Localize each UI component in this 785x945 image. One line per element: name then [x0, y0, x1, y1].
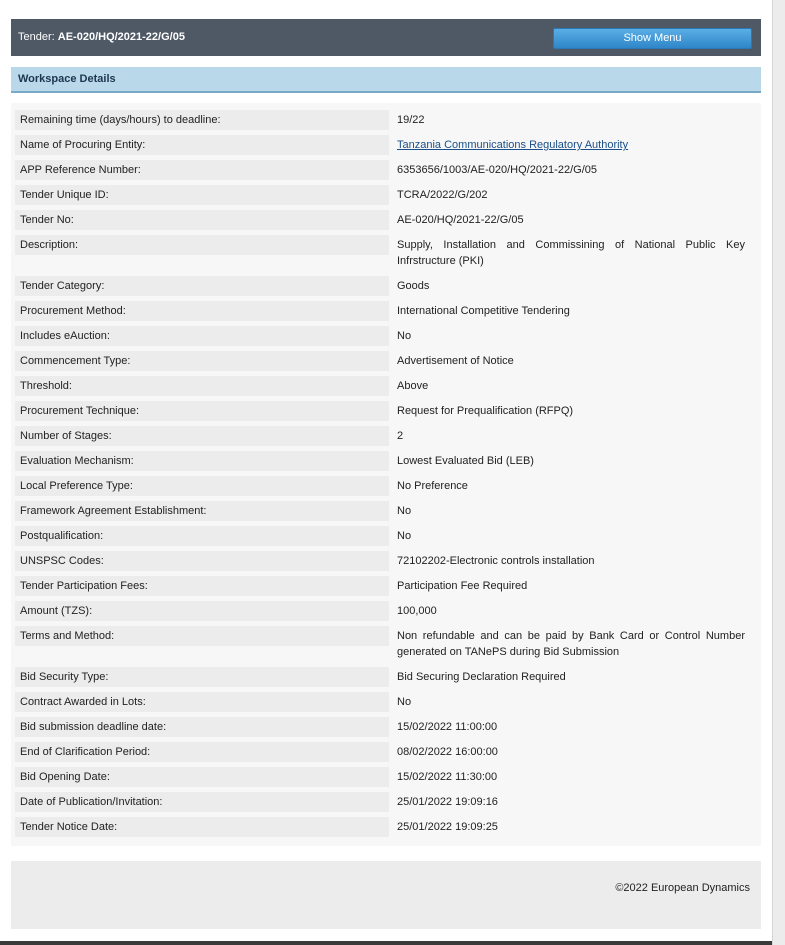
vertical-scrollbar[interactable]: [772, 0, 785, 945]
details-table: [11, 103, 761, 846]
detail-value: 72102202-Electronic controls installation: [397, 555, 595, 567]
detail-value: 25/01/2022 19:09:16: [397, 796, 498, 808]
detail-value: Lowest Evaluated Bid (LEB): [397, 455, 534, 467]
detail-label: Name of Procuring Entity:: [15, 135, 389, 155]
detail-value: No Preference: [397, 480, 468, 492]
detail-value: No: [397, 330, 412, 342]
detail-label: UNSPSC Codes:: [15, 551, 389, 571]
detail-value: 15/02/2022 11:00:00: [397, 721, 498, 733]
detail-label: Procurement Method:: [15, 301, 389, 321]
detail-label: End of Clarification Period:: [15, 742, 389, 762]
detail-label: APP Reference Number:: [15, 160, 389, 180]
page-footer: [11, 861, 761, 929]
detail-value: Goods: [397, 280, 430, 292]
detail-value: No: [397, 696, 412, 708]
detail-value: Bid Securing Declaration Required: [397, 671, 566, 683]
detail-value: TCRA/2022/G/202: [397, 189, 488, 201]
detail-label: Threshold:: [15, 376, 389, 396]
detail-label: Amount (TZS):: [15, 601, 389, 621]
detail-label: Terms and Method:: [15, 626, 389, 646]
tender-reference: AE-020/HQ/2021-22/G/05: [57, 31, 185, 43]
detail-value: Advertisement of Notice: [397, 355, 514, 367]
detail-value: 25/01/2022 19:09:25: [397, 821, 498, 833]
detail-label: Includes eAuction:: [15, 326, 389, 346]
detail-label: Bid Security Type:: [15, 667, 389, 687]
tender-title: [18, 31, 185, 43]
detail-label: Tender Participation Fees:: [15, 576, 389, 596]
detail-label: Commencement Type:: [15, 351, 389, 371]
detail-value: No: [397, 530, 412, 542]
detail-label: Postqualification:: [15, 526, 389, 546]
detail-label: Remaining time (days/hours) to deadline:: [15, 110, 389, 130]
detail-label: Bid Opening Date:: [15, 767, 389, 787]
detail-label: Local Preference Type:: [15, 476, 389, 496]
detail-value: Supply, Installation and Commissining of National Public Key Infrstructure (PKI): [397, 239, 745, 267]
detail-label: Bid submission deadline date:: [15, 717, 389, 737]
detail-label: Tender Notice Date:: [15, 817, 389, 837]
detail-value: 08/02/2022 16:00:00: [397, 746, 498, 758]
detail-value: AE-020/HQ/2021-22/G/05: [397, 214, 524, 226]
detail-label: Date of Publication/Invitation:: [15, 792, 389, 812]
detail-value: 6353656/1003/AE-020/HQ/2021-22/G/05: [397, 164, 597, 176]
detail-value: 2: [397, 430, 404, 442]
detail-value: Participation Fee Required: [397, 580, 528, 592]
detail-value: 19/22: [397, 114, 425, 126]
detail-value: Request for Prequalification (RFPQ): [397, 405, 574, 417]
detail-value: [393, 133, 745, 153]
detail-label: Tender Unique ID:: [15, 185, 389, 205]
detail-label: Contract Awarded in Lots:: [15, 692, 389, 712]
detail-label: Framework Agreement Establishment:: [15, 501, 389, 521]
detail-label: Tender Category:: [15, 276, 389, 296]
tender-prefix: Tender:: [18, 31, 55, 43]
detail-value: International Competitive Tendering: [397, 305, 570, 317]
detail-label: Evaluation Mechanism:: [15, 451, 389, 471]
detail-label: Description:: [15, 235, 389, 255]
detail-value: 15/02/2022 11:30:00: [397, 771, 498, 783]
detail-value: Above: [397, 380, 429, 392]
detail-value: No: [397, 505, 412, 517]
detail-label: Procurement Technique:: [15, 401, 389, 421]
copyright-text: ©2022 European Dynamics: [615, 882, 750, 894]
show-menu-button[interactable]: Show Menu: [553, 28, 752, 49]
detail-value: Non refundable and can be paid by Bank Card or Control Number generated on TANePS during Bid Submission: [397, 630, 745, 658]
workspace-details-header: Workspace Details: [11, 67, 761, 93]
detail-label: Number of Stages:: [15, 426, 389, 446]
detail-value: 100,000: [397, 605, 437, 617]
detail-label: Tender No:: [15, 210, 389, 230]
bottom-border: [0, 941, 772, 945]
tender-header-bar: [11, 19, 761, 56]
procuring-entity-link[interactable]: Tanzania Communications Regulatory Authority: [397, 139, 629, 151]
